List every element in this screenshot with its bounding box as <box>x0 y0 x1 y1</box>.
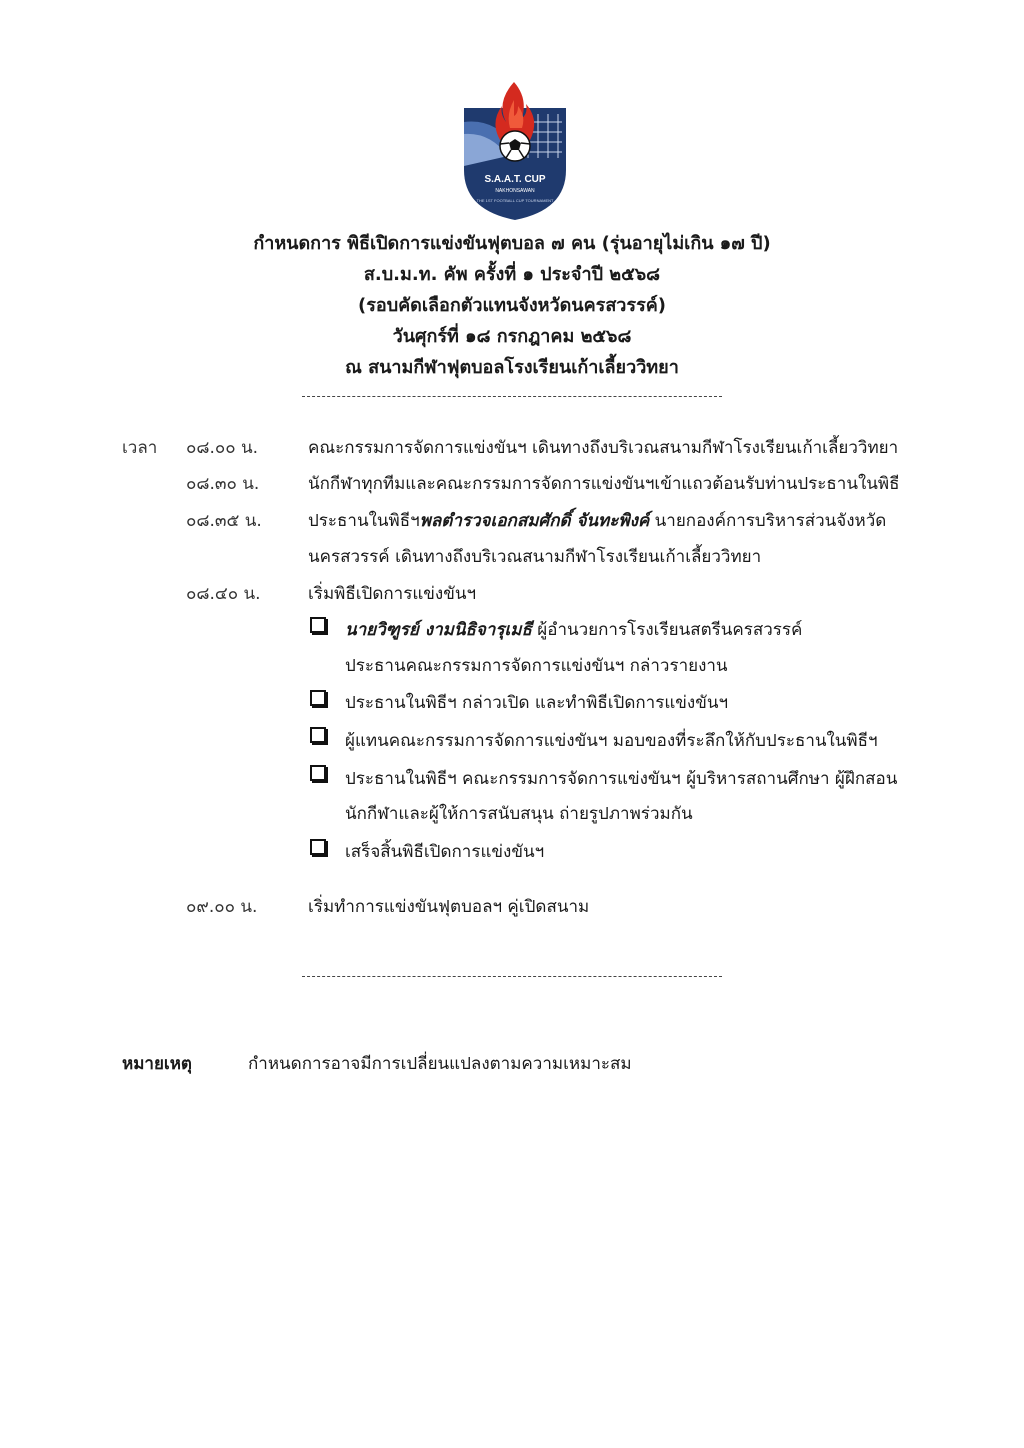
time-label: เวลา <box>122 438 158 458</box>
header-line-4: วันศุกร์ที่ ๑๘ กรกฎาคม ๒๕๖๘ <box>392 326 632 347</box>
saat-cup-logo-icon <box>456 78 574 222</box>
checklist-item-1-post: ผู้อำนวยการโรงเรียนสตรีนครสวรรค์ <box>531 620 803 640</box>
header-line-1: กำหนดการ พิธีเปิดการแข่งขันฟุตบอล ๗ คน (รุ่นอายุไม่เกิน ๑๗ ปี) <box>253 233 771 254</box>
schedule-time-4: ๐๘.๔๐ น. <box>186 584 261 604</box>
svg-text:NAKHONSAWAN: NAKHONSAWAN <box>495 188 535 194</box>
schedule-text-1: คณะกรรมการจัดการแข่งขันฯ เดินทางถึงบริเวณสนามกีฬาโรงเรียนเก้าเลี้ยววิทยา <box>308 438 899 458</box>
divider-top <box>302 396 722 397</box>
director-name: นายวิฑูรย์ งามนิธิจารุเมธี <box>345 620 532 640</box>
checkbox-icon <box>310 727 326 743</box>
checklist-item-5: เสร็จสิ้นพิธีเปิดการแข่งขันฯ <box>345 842 545 862</box>
checklist-item-4-cont: นักกีฬาและผู้ให้การสนับสนุน ถ่ายรูปภาพร่วมกัน <box>345 804 693 824</box>
checklist-item-1 <box>345 616 802 643</box>
schedule-time-5: ๐๙.๐๐ น. <box>186 897 258 917</box>
checklist-item-1-cont: ประธานคณะกรรมการจัดการแข่งขันฯ กล่าวรายงาน <box>345 656 728 676</box>
checklist-item-4: ประธานในพิธีฯ คณะกรรมการจัดการแข่งขันฯ ผู้บริหารสถานศึกษา ผู้ฝึกสอน <box>345 769 898 789</box>
note-label: หมายเหตุ <box>122 1054 192 1074</box>
schedule-time-2: ๐๘.๓๐ น. <box>186 474 260 494</box>
checkbox-icon <box>310 765 326 781</box>
schedule-text-5: เริ่มทำการแข่งขันฟุตบอลฯ คู่เปิดสนาม <box>308 897 590 917</box>
header-line-3: (รอบคัดเลือกตัวแทนจังหวัดนครสวรรค์) <box>357 295 667 316</box>
schedule-time-3: ๐๘.๓๕ น. <box>186 511 262 531</box>
checkbox-icon <box>310 839 326 855</box>
schedule-text-4: เริ่มพิธีเปิดการแข่งขันฯ <box>308 584 477 604</box>
schedule-time-1: ๐๘.๐๐ น. <box>186 438 259 458</box>
header-line-5: ณ สนามกีฬาฟุตบอลโรงเรียนเก้าเลี้ยววิทยา <box>345 357 679 378</box>
schedule-text-3-post: นายกองค์การบริหารส่วนจังหวัด <box>649 511 887 531</box>
checklist-item-2: ประธานในพิธีฯ กล่าวเปิด และทำพิธีเปิดการแข่งขันฯ <box>345 693 729 713</box>
note-text: กำหนดการอาจมีการเปลี่ยนแปลงตามความเหมาะสม <box>248 1054 632 1074</box>
schedule-text-3-cont: นครสวรรค์ เดินทางถึงบริเวณสนามกีฬาโรงเรียนเก้าเลี้ยววิทยา <box>308 547 762 567</box>
checkbox-icon <box>310 690 326 706</box>
chairman-name: พลตำรวจเอกสมศักดิ์ จันทะพิงค์ <box>419 511 650 531</box>
checkbox-icon <box>310 617 326 633</box>
schedule-text-3 <box>308 507 886 534</box>
divider-bottom <box>302 976 722 977</box>
checklist-item-3: ผู้แทนคณะกรรมการจัดการแข่งขันฯ มอบของที่ระลึกให้กับประธานในพิธีฯ <box>345 731 878 751</box>
svg-text:S.A.A.T. CUP: S.A.A.T. CUP <box>484 174 546 185</box>
schedule-text-3-pre: ประธานในพิธีฯ <box>308 511 420 531</box>
schedule-text-2: นักกีฬาทุกทีมและคณะกรรมการจัดการแข่งขันฯเข้าแถวต้อนรับท่านประธานในพิธี <box>308 474 900 494</box>
document-header <box>0 228 1024 383</box>
header-line-2: ส.บ.ม.ท. คัพ ครั้งที่ ๑ ประจำปี ๒๕๖๘ <box>363 264 661 285</box>
svg-text:THE 1ST FOOTBALL CUP TOURNAMEN: THE 1ST FOOTBALL CUP TOURNAMENT <box>476 198 554 203</box>
